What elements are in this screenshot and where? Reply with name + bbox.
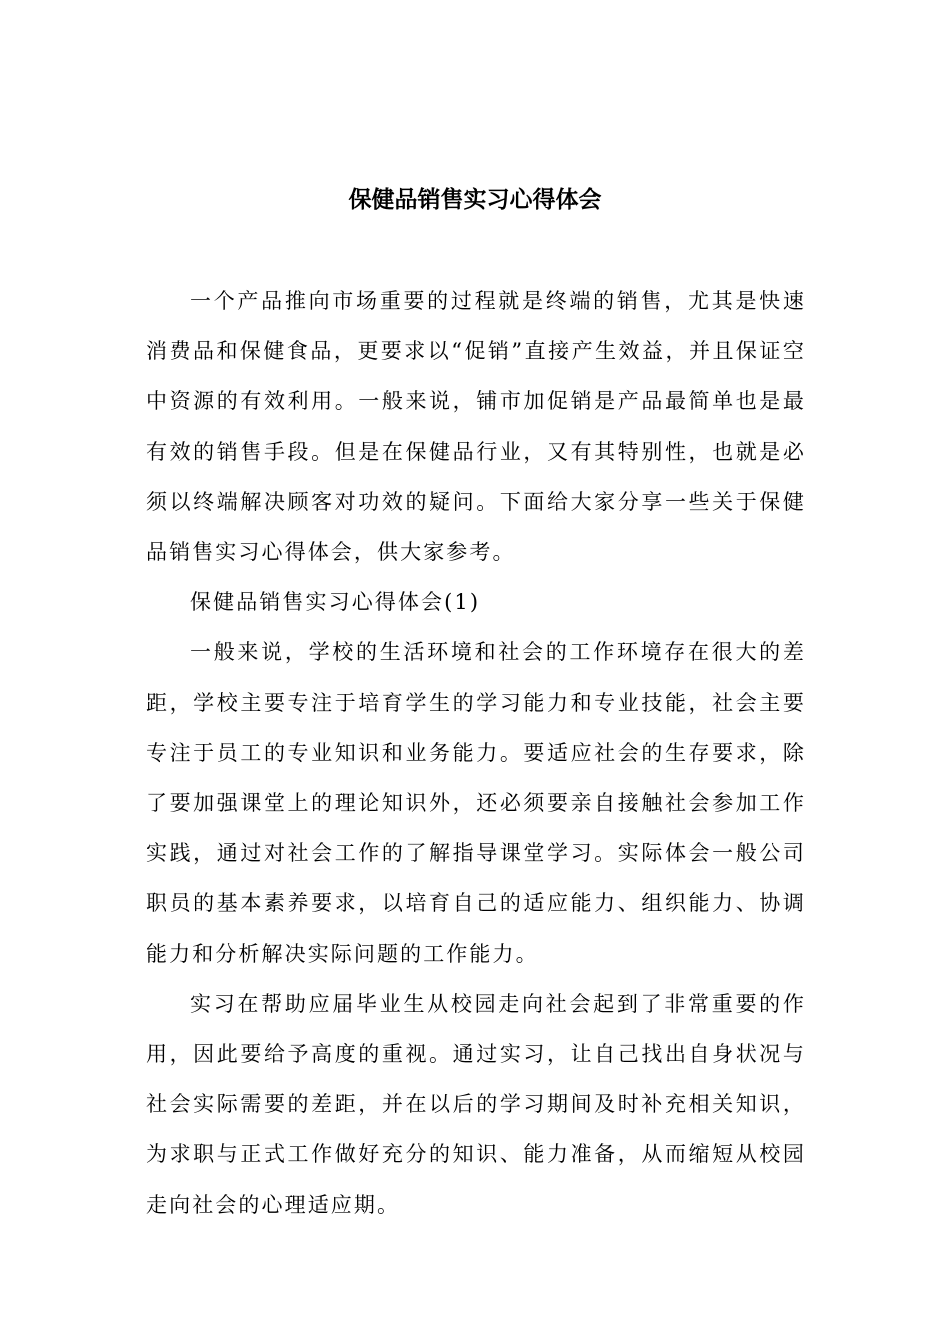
section-heading: 保健品销售实习心得体会(1): [190, 590, 481, 615]
document-title: 保健品销售实习心得体会: [348, 187, 602, 213]
body-paragraph: 一般来说，学校的生活环境和社会的工作环境存在很大的差距，学校主要专注于培育学生的学习能力和专业技能，社会主要专注于员工的专业知识和业务能力。要适应社会的生存要求，除了要加强课堂上的理论知识外，还必须要亲自接触社会参加工作实践，通过对社会工作的了解指导课堂学习。实际体会一般公司职员的基本素养要求，以培育自己的适应能力、组织能力、协调能力和分析解决实际问题的工作能力。: [146, 640, 806, 966]
body-paragraph: 实习在帮助应届毕业生从校园走向社会起到了非常重要的作用，因此要给予高度的重视。通过实习，让自己找出自身状况与社会实际需要的差距，并在以后的学习期间及时补充相关知识，为求职与正式工作做好充分的知识、能力准备，从而缩短从校园走向社会的心理适应期。: [146, 991, 806, 1217]
document-body: [146, 276, 806, 1230]
intro-paragraph: 一个产品推向市场重要的过程就是终端的销售，尤其是快速消费品和保健食品，更要求以“促销”直接产生效益，并且保证空中资源的有效利用。一般来说，铺市加促销是产品最简单也是最有效的销售手段。但是在保健品行业，又有其特别性，也就是必须以终端解决顾客对功效的疑问。下面给大家分享一些关于保健品销售实习心得体会，供大家参考。: [146, 289, 806, 565]
